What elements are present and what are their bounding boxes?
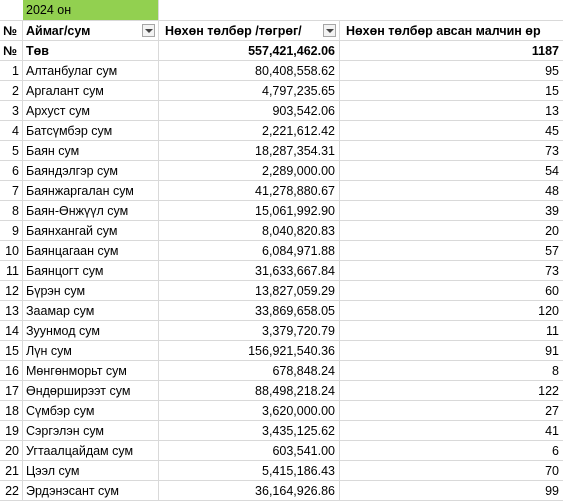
herders-cell[interactable]: 6 xyxy=(340,441,563,461)
herders-cell[interactable]: 48 xyxy=(340,181,563,201)
table-row xyxy=(0,421,563,441)
header-amount[interactable] xyxy=(159,21,340,41)
herders-cell[interactable]: 73 xyxy=(340,141,563,161)
table-row xyxy=(0,441,563,461)
header-region-label: Аймаг/сум xyxy=(26,24,91,38)
region-cell[interactable]: Батсүмбэр сум xyxy=(23,121,159,141)
region-cell[interactable]: Өндөрширээт сум xyxy=(23,381,159,401)
table-row xyxy=(0,281,563,301)
total-herders[interactable]: 1187 xyxy=(340,41,563,61)
region-cell[interactable]: Сэргэлэн сум xyxy=(23,421,159,441)
row-number[interactable]: 20 xyxy=(0,441,23,461)
row-number[interactable]: 19 xyxy=(0,421,23,441)
region-cell[interactable]: Зуунмод сум xyxy=(23,321,159,341)
row-number[interactable]: 22 xyxy=(0,481,23,501)
header-herders[interactable] xyxy=(340,21,563,41)
row-number[interactable]: 16 xyxy=(0,361,23,381)
herders-cell[interactable]: 73 xyxy=(340,261,563,281)
header-no[interactable]: № xyxy=(0,21,23,41)
amount-cell[interactable]: 156,921,540.36 xyxy=(159,341,340,361)
herders-cell[interactable]: 15 xyxy=(340,81,563,101)
herders-cell[interactable]: 122 xyxy=(340,381,563,401)
amount-cell[interactable]: 18,287,354.31 xyxy=(159,141,340,161)
table-row xyxy=(0,201,563,221)
herders-cell[interactable]: 70 xyxy=(340,461,563,481)
amount-cell[interactable]: 41,278,880.67 xyxy=(159,181,340,201)
amount-cell[interactable]: 3,435,125.62 xyxy=(159,421,340,441)
amount-cell[interactable]: 80,408,558.62 xyxy=(159,61,340,81)
region-cell[interactable]: Цээл сум xyxy=(23,461,159,481)
herders-cell[interactable]: 91 xyxy=(340,341,563,361)
region-cell[interactable]: Баянцагаан сум xyxy=(23,241,159,261)
filter-dropdown-icon[interactable] xyxy=(142,24,155,37)
herders-cell[interactable]: 39 xyxy=(340,201,563,221)
amount-cell[interactable]: 36,164,926.86 xyxy=(159,481,340,501)
total-amount[interactable]: 557,421,462.06 xyxy=(159,41,340,61)
row-number[interactable]: 21 xyxy=(0,461,23,481)
row-number[interactable]: 6 xyxy=(0,161,23,181)
region-cell[interactable]: Баяндэлгэр сум xyxy=(23,161,159,181)
amount-cell[interactable]: 3,379,720.79 xyxy=(159,321,340,341)
herders-cell[interactable]: 95 xyxy=(340,61,563,81)
amount-cell[interactable]: 603,541.00 xyxy=(159,441,340,461)
region-cell[interactable]: Аргалант сум xyxy=(23,81,159,101)
herders-cell[interactable]: 27 xyxy=(340,401,563,421)
herders-cell[interactable]: 45 xyxy=(340,121,563,141)
amount-cell[interactable]: 13,827,059.29 xyxy=(159,281,340,301)
region-cell[interactable]: Угтаалцайдам сум xyxy=(23,441,159,461)
amount-cell[interactable]: 4,797,235.65 xyxy=(159,81,340,101)
table-row xyxy=(0,361,563,381)
amount-cell[interactable]: 6,084,971.88 xyxy=(159,241,340,261)
total-no[interactable]: № xyxy=(0,41,23,61)
herders-cell[interactable]: 57 xyxy=(340,241,563,261)
amount-cell[interactable]: 8,040,820.83 xyxy=(159,221,340,241)
header-region[interactable] xyxy=(23,21,159,41)
row-number[interactable]: 2 xyxy=(0,81,23,101)
amount-cell[interactable]: 33,869,658.05 xyxy=(159,301,340,321)
table-row xyxy=(0,61,563,81)
header-herders-label: Нөхөн төлбөр авсан малчин өр xyxy=(346,24,541,38)
row-number[interactable]: 15 xyxy=(0,341,23,361)
herders-cell[interactable]: 120 xyxy=(340,301,563,321)
table-row xyxy=(0,461,563,481)
region-cell[interactable]: Бүрэн сум xyxy=(23,281,159,301)
region-cell[interactable]: Архуст сум xyxy=(23,101,159,121)
herders-cell[interactable]: 60 xyxy=(340,281,563,301)
header-row xyxy=(0,21,563,41)
herders-cell[interactable]: 8 xyxy=(340,361,563,381)
row-number[interactable]: 12 xyxy=(0,281,23,301)
amount-cell[interactable]: 88,498,218.24 xyxy=(159,381,340,401)
total-row xyxy=(0,41,563,61)
region-cell[interactable]: Мөнгөнморьт сум xyxy=(23,361,159,381)
herders-cell[interactable]: 20 xyxy=(340,221,563,241)
row-number[interactable]: 10 xyxy=(0,241,23,261)
table-row xyxy=(0,141,563,161)
region-cell[interactable]: Лүн сум xyxy=(23,341,159,361)
amount-cell[interactable]: 31,633,667.84 xyxy=(159,261,340,281)
table-row xyxy=(0,161,563,181)
table-row xyxy=(0,241,563,261)
amount-cell[interactable]: 678,848.24 xyxy=(159,361,340,381)
region-cell[interactable]: Сүмбэр сум xyxy=(23,401,159,421)
region-cell[interactable]: Баянхангай сум xyxy=(23,221,159,241)
herders-cell[interactable]: 13 xyxy=(340,101,563,121)
row-number[interactable]: 1 xyxy=(0,61,23,81)
row-number[interactable]: 3 xyxy=(0,101,23,121)
region-cell[interactable]: Алтанбулаг сум xyxy=(23,61,159,81)
herders-cell[interactable]: 11 xyxy=(340,321,563,341)
table-row xyxy=(0,321,563,341)
table-row xyxy=(0,81,563,101)
row-number[interactable]: 11 xyxy=(0,261,23,281)
table-row xyxy=(0,481,563,501)
table-row xyxy=(0,181,563,201)
row-number[interactable]: 4 xyxy=(0,121,23,141)
amount-cell[interactable]: 15,061,992.90 xyxy=(159,201,340,221)
row-number[interactable]: 5 xyxy=(0,141,23,161)
table-row xyxy=(0,301,563,321)
region-cell[interactable]: Эрдэнэсант сум xyxy=(23,481,159,501)
amount-cell[interactable]: 5,415,186.43 xyxy=(159,461,340,481)
table-row xyxy=(0,381,563,401)
region-cell[interactable]: Заамар сум xyxy=(23,301,159,321)
herders-cell[interactable]: 54 xyxy=(340,161,563,181)
row-number[interactable]: 7 xyxy=(0,181,23,201)
herders-cell[interactable]: 41 xyxy=(340,421,563,441)
row-number[interactable]: 8 xyxy=(0,201,23,221)
region-cell[interactable]: Баян-Өнжүүл сум xyxy=(23,201,159,221)
amount-cell[interactable]: 903,542.06 xyxy=(159,101,340,121)
table-row xyxy=(0,341,563,361)
table-row xyxy=(0,121,563,141)
row-number[interactable]: 9 xyxy=(0,221,23,241)
table-row xyxy=(0,261,563,281)
table-row xyxy=(0,401,563,421)
year-label-cell[interactable]: 2024 он xyxy=(23,0,159,21)
table-row xyxy=(0,101,563,121)
row-number[interactable]: 13 xyxy=(0,301,23,321)
row-number[interactable]: 18 xyxy=(0,401,23,421)
filter-dropdown-icon[interactable] xyxy=(323,24,336,37)
herders-cell[interactable]: 99 xyxy=(340,481,563,501)
region-cell[interactable]: Баян сум xyxy=(23,141,159,161)
amount-cell[interactable]: 2,289,000.00 xyxy=(159,161,340,181)
amount-cell[interactable]: 3,620,000.00 xyxy=(159,401,340,421)
row-number[interactable]: 14 xyxy=(0,321,23,341)
row-number[interactable]: 17 xyxy=(0,381,23,401)
header-amount-label: Нөхөн төлбөр /төгрөг/ xyxy=(165,24,302,38)
amount-cell[interactable]: 2,221,612.42 xyxy=(159,121,340,141)
total-region[interactable]: Төв xyxy=(23,41,159,61)
region-cell[interactable]: Баянжаргалан сум xyxy=(23,181,159,201)
table-row xyxy=(0,221,563,241)
region-cell[interactable]: Баянцогт сум xyxy=(23,261,159,281)
